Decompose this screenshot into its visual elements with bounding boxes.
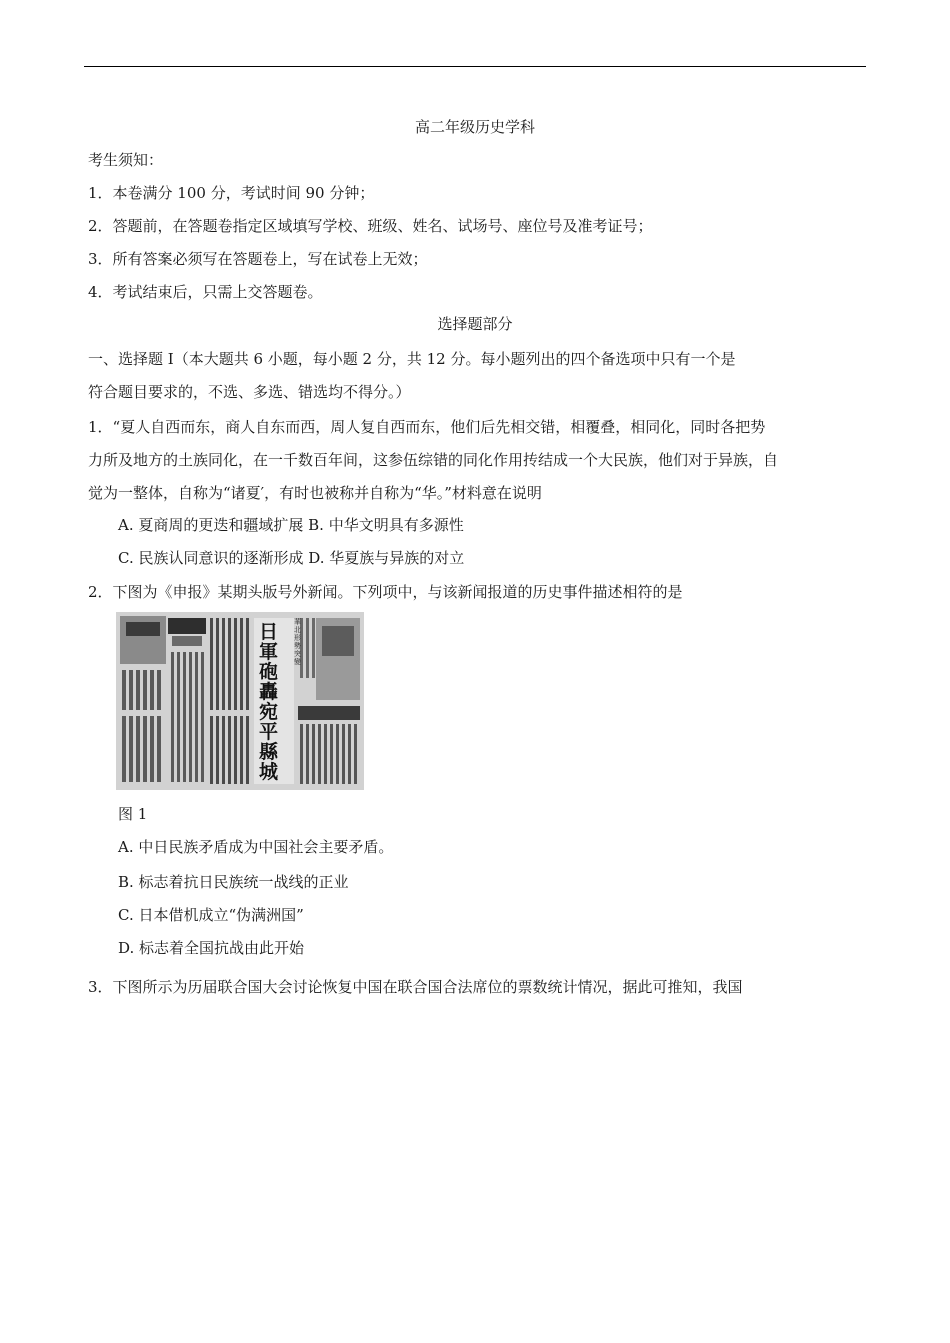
question-2-option-c: C. 日本借机成立“伪满洲国”: [118, 906, 304, 924]
header-rule: [84, 66, 866, 67]
notice-item-1: 1．本卷满分 100 分，考试时间 90 分钟；: [88, 184, 375, 202]
figure-caption: 图 1: [118, 805, 148, 823]
newspaper-image: [116, 612, 364, 790]
notice-item-2: 2．答题前，在答题卷指定区域填写学校、班级、姓名、试场号、座位号及准考证号；: [88, 217, 653, 235]
question-2-option-a: A. 中日民族矛盾成为中国社会主要矛盾。: [118, 838, 394, 856]
page-title: 高二年级历史学科: [414, 118, 535, 136]
notice-heading: 考生须知：: [88, 151, 164, 169]
question-3-stem: 3．下图所示为历届联合国大会讨论恢复中国在联合国合法席位的票数统计情况，据此可推知，我国: [88, 978, 743, 996]
question-2-stem: 2．下图为《申报》某期头版号外新闻。下列项中，与该新闻报道的历史事件描述相符的是: [88, 583, 683, 601]
notice-item-4: 4．考试结束后，只需上交答题卷。: [88, 283, 323, 301]
question-1-line-1: 1．“夏人自西而东，商人自东而西，周人复自西而东，他们后先相交错，相覆叠，相同化，同时各把势: [88, 418, 766, 436]
question-1-options-row-2: C. 民族认同意识的逐渐形成 D. 华夏族与异族的对立: [118, 549, 465, 567]
newspaper-headline: 日軍砲轟宛平縣城: [259, 621, 279, 783]
question-1-line-2: 力所及地方的土族同化，在一千数百年间，这参伍综错的同化作用抟结成一个大民族，他们对于异族，自: [88, 451, 779, 469]
part1-intro-line2: 符合题目要求的，不选、多选、错选均不得分。）: [88, 383, 411, 401]
question-2-option-b: B. 标志着抗日民族统一战线的正业: [118, 873, 349, 891]
question-1-stem: [88, 411, 864, 510]
newspaper-photo: [116, 612, 364, 790]
question-2-option-d: D. 标志着全国抗战由此开始: [118, 939, 305, 957]
notice-item-3: 3．所有答案必须写在答题卷上，写在试卷上无效；: [88, 250, 428, 268]
newspaper-kicker: 華北形勢突變: [294, 618, 301, 666]
question-1-options-row-1: A. 夏商周的更迭和疆域扩展 B. 中华文明具有多源性: [118, 516, 464, 534]
question-1-line-3: 觉为一整体，自称为“诸夏′，有时也被称并自称为“华。”材料意在说明: [88, 484, 542, 502]
part1-intro-line1: 一、选择题 I（本大题共 6 小题，每小题 2 分，共 12 分。每小题列出的四个备选项中只有一个是: [88, 350, 736, 368]
section-title: 选择题部分: [437, 315, 513, 333]
